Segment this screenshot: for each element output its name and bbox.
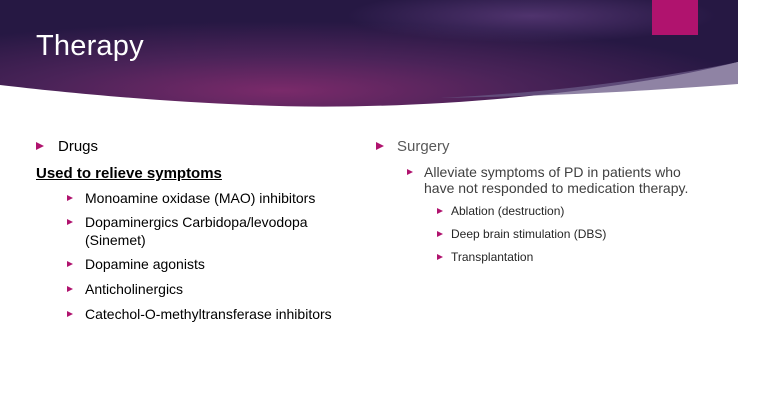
bullet-arrow-icon bbox=[67, 195, 73, 201]
list-item: Monoamine oxidase (MAO) inhibitors bbox=[85, 190, 316, 206]
bullet-arrow-icon bbox=[437, 254, 443, 260]
slide-title: Therapy bbox=[36, 30, 144, 62]
accent-tab bbox=[652, 0, 698, 35]
bullet-arrow-icon bbox=[36, 142, 44, 150]
sub-bullet-text: have not responded to medication therapy. bbox=[424, 180, 689, 196]
list-item: Anticholinergics bbox=[85, 281, 184, 297]
bullet-drugs: Drugs bbox=[58, 138, 99, 155]
bullet-arrow-icon bbox=[437, 208, 443, 214]
list-item: Catechol-O-methyltransferase inhibitors bbox=[85, 306, 332, 322]
list-item: Deep brain stimulation (DBS) bbox=[451, 227, 607, 241]
list-item: Dopamine agonists bbox=[85, 256, 205, 272]
list-item: Dopaminergics Carbidopa/levodopa bbox=[85, 214, 308, 230]
bullet-arrow-icon bbox=[407, 169, 413, 175]
bullet-arrow-icon bbox=[376, 142, 384, 150]
bullet-arrow-icon bbox=[67, 286, 73, 292]
section-heading: Used to relieve symptoms bbox=[36, 165, 222, 182]
bullet-arrow-icon bbox=[67, 219, 73, 225]
list-item: Ablation (destruction) bbox=[451, 204, 565, 218]
bullet-arrow-icon bbox=[67, 311, 73, 317]
list-item: (Sinemet) bbox=[85, 232, 146, 248]
list-item: Transplantation bbox=[451, 250, 534, 264]
bullet-arrow-icon bbox=[437, 231, 443, 237]
sub-bullet-text: Alleviate symptoms of PD in patients who bbox=[424, 164, 681, 180]
bullet-arrow-icon bbox=[67, 261, 73, 267]
bullet-surgery: Surgery bbox=[397, 138, 450, 155]
